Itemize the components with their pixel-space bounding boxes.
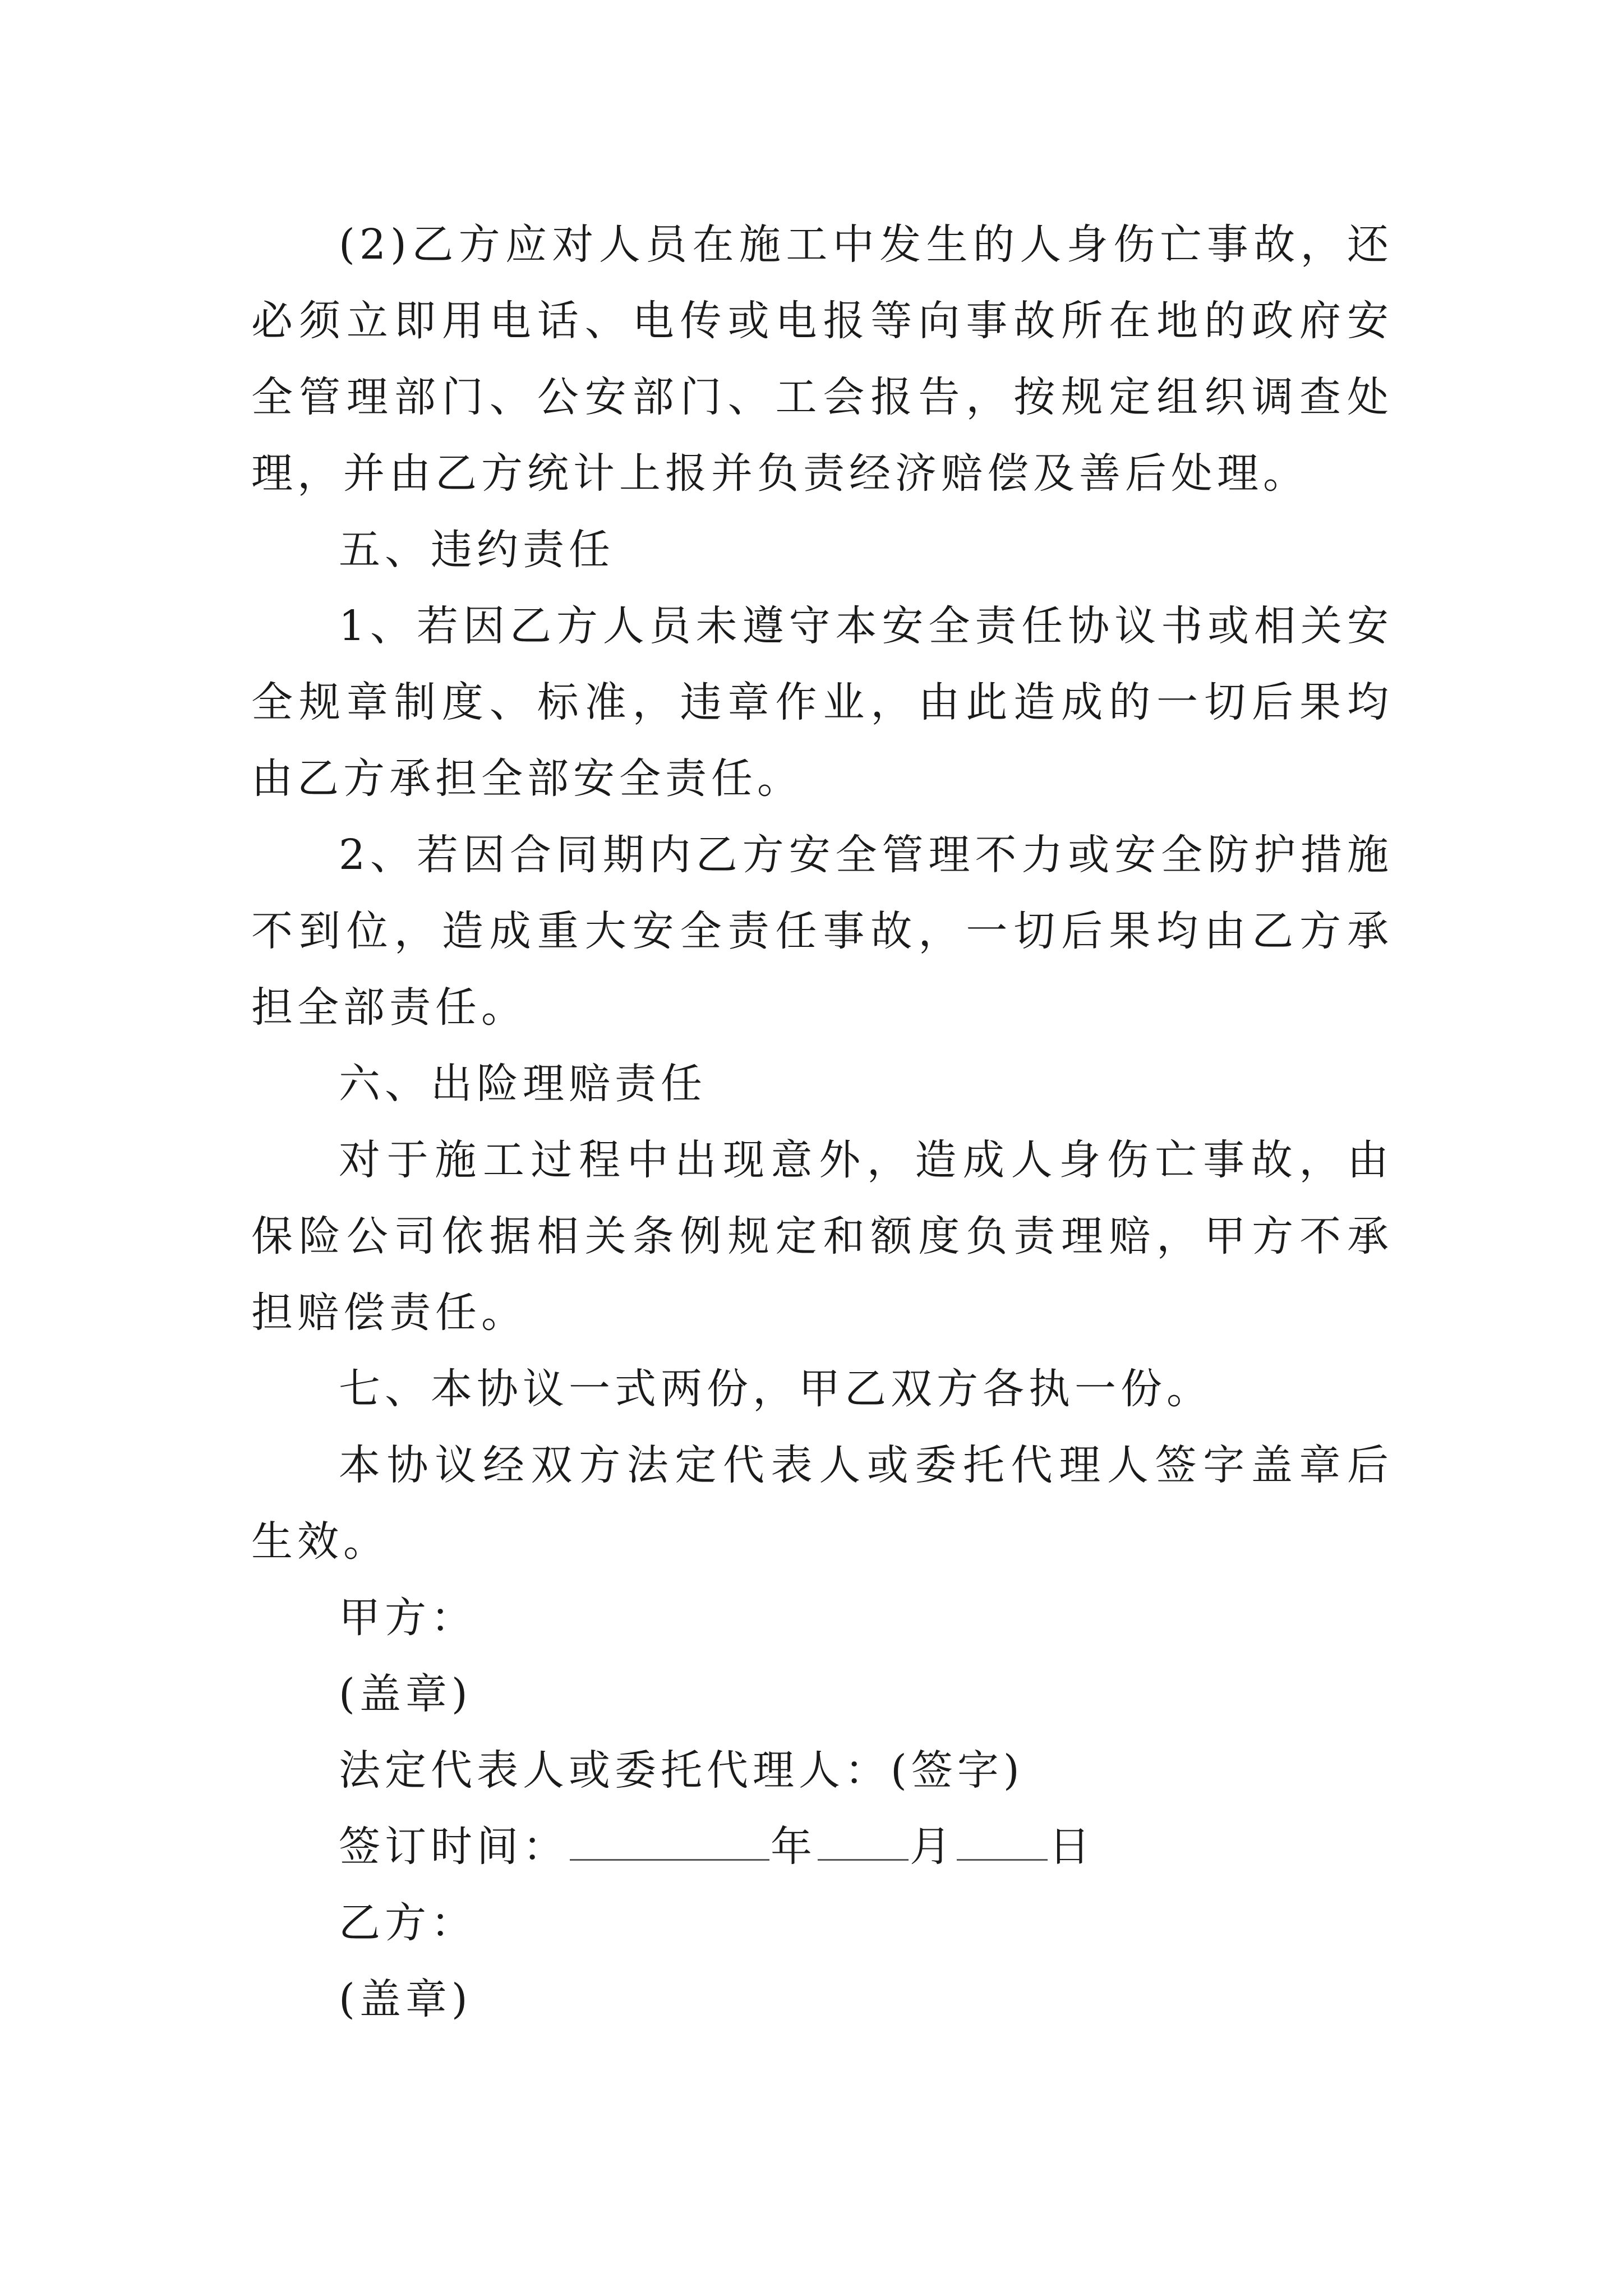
paragraph-copies-clause: 七、本协议一式两份，甲乙双方各执一份。 <box>339 1365 1212 1413</box>
month-label: 月 <box>910 1823 956 1871</box>
year-label: 年 <box>771 1823 817 1871</box>
paragraph-breach-clause-2: 2、若因合同期内乙方安全管理不力或安全防护措施不到位，造成重大安全责任事故，一切后果均由乙方承担全部责任。 <box>251 831 1393 1032</box>
signing-date-line <box>251 1809 1393 1885</box>
section-heading-breach-liability: 五、违约责任 <box>339 526 615 574</box>
party-a-seal: (盖章) <box>339 1670 472 1718</box>
paragraph-effective-clause: 本协议经双方法定代表人或委托代理人签字盖章后生效。 <box>251 1441 1393 1566</box>
month-blank <box>818 1823 909 1861</box>
paragraph-breach-clause-1: 1、若因乙方人员未遵守本安全责任协议书或相关安全规章制度、标准，违章作业，由此造成的一切后果均由乙方承担全部安全责任。 <box>251 602 1393 803</box>
representative-signature-line: 法定代表人或委托代理人：(签字) <box>339 1746 1024 1795</box>
document-body <box>251 206 1393 2037</box>
party-b-label: 乙方： <box>339 1899 477 1947</box>
section-heading-insurance-claims: 六、出险理赔责任 <box>339 1060 707 1108</box>
party-a-label: 甲方： <box>339 1594 477 1642</box>
paragraph-insurance-claims: 对于施工过程中出现意外，造成人身伤亡事故，由保险公司依据相关条例规定和额度负责理赔，甲方不承担赔偿责任。 <box>251 1136 1393 1337</box>
day-blank <box>957 1823 1048 1861</box>
paragraph-accident-reporting: (2)乙方应对人员在施工中发生的人身伤亡事故，还必须立即用电话、电传或电报等向事故所在地的政府安全管理部门、公安部门、工会报告，按规定组织调查处理，并由乙方统计上报并负责经济赔偿及善后处理。 <box>251 220 1393 498</box>
signing-date-label: 签订时间： <box>339 1823 569 1871</box>
day-label: 日 <box>1049 1823 1095 1871</box>
year-blank <box>570 1823 769 1861</box>
party-b-seal: (盖章) <box>339 1975 472 2023</box>
